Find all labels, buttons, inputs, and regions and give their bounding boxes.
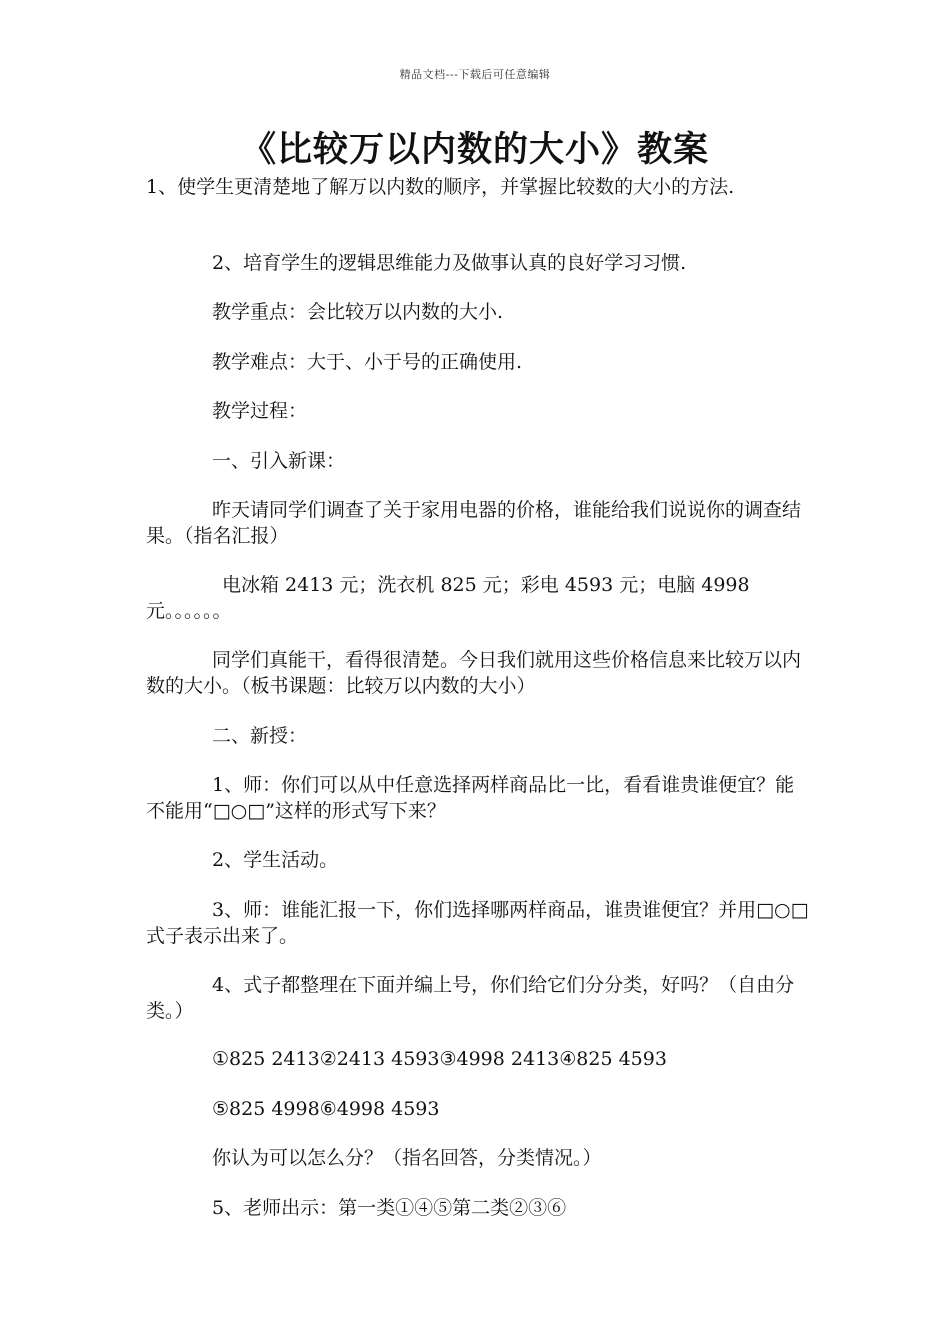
paragraph-expressions-1: ①825 2413②2413 4593③4998 2413④825 4593	[212, 1048, 667, 1070]
paragraph-key-point: 教学重点：会比较万以内数的大小.	[212, 301, 504, 323]
paragraph-objective-1: 1、使学生更清楚地了解万以内数的顺序，并掌握比较数的大小的方法.	[146, 176, 735, 198]
paragraph-difficulty: 教学难点：大于、小于号的正确使用.	[212, 351, 523, 373]
paragraph-step-1: 1、师：你们可以从中任意选择两样商品比一比，看看谁贵谁便宜？能不能用“□○□”这样的形式写下来？	[146, 774, 795, 822]
paragraph-survey: 昨天请同学们调查了关于家用电器的价格，谁能给我们说说你的调查结果。（指名汇报）	[146, 499, 802, 547]
paragraph-section-intro: 一、引入新课：	[212, 450, 346, 472]
paragraph-process-heading: 教学过程：	[212, 400, 308, 422]
document-title: 《比较万以内数的大小》教案	[240, 129, 709, 170]
paragraph-prices: 电冰箱 2413 元；洗衣机 825 元；彩电 4593 元；电脑 4998 元。。。。。。	[146, 574, 750, 622]
paragraph-section-new: 二、新授：	[212, 725, 308, 747]
paragraph-expressions-2: ⑤825 4998⑥4998 4593	[212, 1098, 440, 1120]
paragraph-objective-2: 2、培育学生的逻辑思维能力及做事认真的良好学习习惯.	[212, 252, 687, 274]
paragraph-step-5: 5、老师出示：第一类①④⑤第二类②③⑥	[212, 1197, 567, 1219]
paragraph-praise: 同学们真能干，看得很清楚。今日我们就用这些价格信息来比较万以内数的大小。（板书课题：比较万以内数的大小）	[146, 649, 802, 697]
paragraph-classify-question: 你认为可以怎么分？（指名回答，分类情况。）	[212, 1147, 602, 1169]
paragraph-step-2: 2、学生活动。	[212, 849, 339, 871]
header-note: 精品文档---下载后可任意编辑	[399, 68, 551, 81]
paragraph-step-4: 4、式子都整理在下面并编上号，你们给它们分分类，好吗？（自由分类。）	[146, 974, 795, 1022]
paragraph-step-3: 3、师：谁能汇报一下，你们选择哪两样商品，谁贵谁便宜？并用□○□式子表示出来了。	[146, 899, 809, 947]
